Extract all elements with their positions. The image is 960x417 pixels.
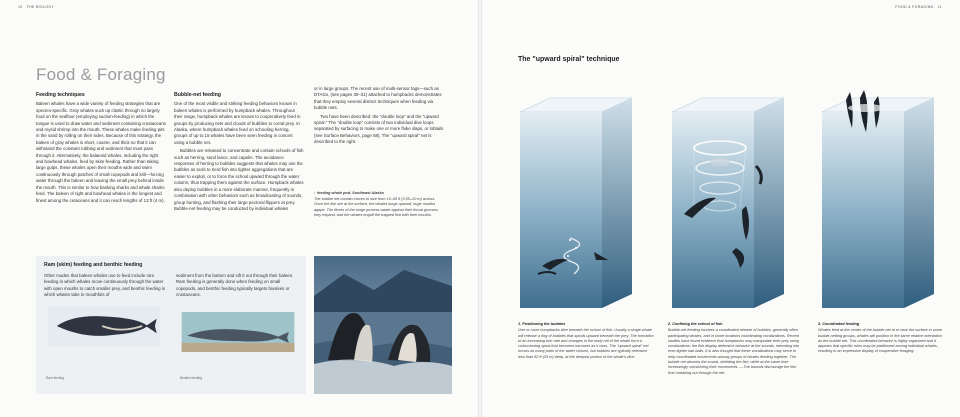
column-feeding-techniques	[36, 92, 166, 206]
caption-title: 1. Positioning the bubbles	[518, 322, 566, 326]
caption-step-3	[818, 322, 946, 355]
caption-step-1	[518, 322, 654, 360]
benthic-caption: Benthic feeding	[180, 376, 202, 380]
body-text: One of the most visible and striking feeding behaviors known in baleen whales is performed by humpback whales. Throughout their range, humpback whales are known to cooperatively feed in groups by producing nets and clouds of bubbles to corral prey. In Alaska, where humpback whales feed on schooling herring, groups of up to 15 whales have been seen feeding in concert using a bubble net.	[174, 101, 301, 145]
body-text: Baleen whales have a wide variety of feeding strategies that are species-specific. Gray whales suck up clastic through so largely food on the seafloor (employing suction-feeding) in which the tongue is used to draw water and sediment containing crustaceans and mysid shrimp into the mouth. These whales make feeding pits in the sand by rolling on their sides. Because of this strategy, the baleen of gray whales is short, coarse, and thick so that it can withstand the constant rubbing and sediment that must pass through it. Alternatively, the balaenid whales, including the right and bowhead whales, feed by skim-feeding. Rather than taking large gulps, these whales open their mouths wide and swim continuously through patches of small copepods and krill—forcing water through the baleen and leaving the small prey behind inside the mouth. This is similar to how basking sharks and whale sharks feed. The baleen of right and bowhead whales is the longest and finest among the cetaceans and it can reach lengths of 13 ft (4 m).	[36, 101, 166, 203]
page-number: 10	[18, 5, 23, 9]
ram-caption: Ram feeding	[46, 376, 65, 380]
body-text: Two have been described: the "double loop" and the "upward spiral." The "double loop" consists of two individual dive loops separated by surfacing to make one or more fluke slaps, or lobtails (see Surface Behaviors, page 58). The "upward spiral" net is described to the right.	[314, 113, 444, 145]
diagram-confining-school	[662, 88, 794, 316]
section-heading: Feeding techniques	[36, 92, 85, 98]
panel-text-1: Other modes that baleen whales use to feed include ram feeding in which whales move continuously through the water with open mouths to catch smaller prey, and benthic feeding in which whales take in mouthfuls of	[44, 273, 166, 298]
column-bubble-net	[174, 92, 304, 214]
benthic-feeding-illustration	[176, 312, 300, 352]
caption-text: Bubble-net feeding involves a coordinated release of bubbles, generally often participating whales, and in some locations coordinating vocalizations. Recent studies have found evidence that humpbacks may manipulate their prey using vocalizations: the fish display defensive behavior at the sounds, retreating into ever-tighter bait balls. It is also thought that these vocalizations may serve to help coordinated movements among groups of whales feeding together. The bubble net absorbs the sound, shielding the fish, while at the same time increasingly constricting their movements. —The bounds discourage the fish from breaking out through the net.	[668, 328, 800, 375]
caption-title: 2. Confining the school of fish	[668, 322, 723, 326]
diagram-coordinated-feeding	[812, 88, 944, 316]
photo-caption	[314, 191, 442, 218]
folio-right	[895, 5, 942, 9]
caption-text: The bubble net contain moves to size from 10–65 ft (3.05–20 m) across. Once the fish are at the surface, the whales lunge upward, huge mouths agape. The flexes of the lunge process waste against their throat grooves; they expand, and the whales engulf the trapped fish with their mouths.	[314, 197, 439, 217]
diagram-positioning-bubbles	[510, 88, 642, 316]
page-number: 11	[937, 5, 942, 9]
ram-feeding-panel	[36, 256, 306, 394]
running-head: FOOD & FORAGING	[895, 5, 934, 9]
right-page	[482, 0, 960, 417]
caption-title: 3. Coordinated feeding	[818, 322, 860, 326]
lunge-feeding-photo	[314, 256, 452, 394]
caption-title: ↑ feeding whale pod, Southeast Alaska	[314, 191, 384, 195]
panel-heading: Ram (skim) feeding and benthic feeding	[44, 262, 143, 268]
folio-left	[18, 5, 54, 9]
section-heading: Bubble-net feeding	[174, 92, 221, 98]
body-text: Bubbles are released to concentrate and contain schools of fish such as herring, sand lance, and capelin. The avoidance responses of herring to bubbles suggests that whales may use the bubbles as tools to herd fish into tighter aggregations that are easier to exploit, or to force the school upward through the water column, thus trapping them against the surface. Humpback whales also deploy bubbles in a more elaborate manner, frequently in combination with other behaviors such as broadcasting of sounds, group hunting, and flashing their large pectoral flippers at prey. Bubble-net feeding may be conducted by individual whales	[174, 148, 304, 211]
ram-feeding-illustration	[42, 306, 166, 346]
page-title: Food & Foraging	[36, 65, 166, 85]
column-continued	[314, 86, 446, 148]
body-text: or in large groups. The recent use of multi-sensor tags—such as DTAGs, (see pages 30–31) attached to humpbacks demonstrates that they employ several distinct techniques when feeding via bubble nets.	[314, 86, 442, 111]
running-head: THE BIOLOGY	[26, 5, 55, 9]
diagram-title: The "upward spiral" technique	[518, 56, 620, 63]
panel-text-2: sediment from the bottom and sift it out through their baleen. Ram feeding is generally done when feeding on small copepods, and benthic feeding typically targets bivalves or crustaceans.	[176, 273, 294, 298]
left-page	[0, 0, 478, 417]
caption-step-2	[668, 322, 804, 376]
caption-text: One or more humpbacks dive beneath the school of fish. Usually a single whale will release a ring of bubbles that spirals upward beneath the prey. The formation of an increasing turn rate and changes in the body roll of the whale form a corkscrewing spiral that becomes narrower as it rises. The "upward spiral" net occurs as many parts of the water column, but bubbles are typically released less than 82 ft (25 m) deep, at the deepest portion of the whale's dive.	[518, 328, 654, 359]
caption-text: Whales feed at the center of the bubble net at or near the surface in some bubble-netting groups, whales will position in the same relative orientation as the bubble net. This coordinated behavior is highly organized and it appears that specific roles may be partitioned among individual whales, resulting in an impressive display of cooperative foraging.	[818, 328, 943, 354]
